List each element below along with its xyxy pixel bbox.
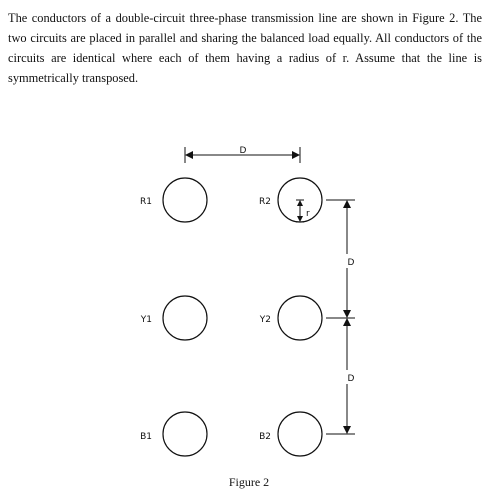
conductor-y1 (163, 296, 207, 340)
circuit-1 (140, 178, 207, 456)
circuit-2 (259, 178, 322, 456)
conductor-label-b2: B2 (259, 432, 271, 442)
vertical-dimension (326, 200, 359, 434)
conductor-label-b1: B1 (140, 432, 152, 442)
radius-label: r (306, 209, 310, 219)
conductor-b1 (163, 412, 207, 456)
conductor-b2 (278, 412, 322, 456)
vertical-spacing-label-upper: D (347, 258, 355, 268)
figure-caption: Figure 2 (228, 475, 270, 489)
horizontal-spacing-label: D (239, 146, 247, 156)
vertical-spacing-label-lower: D (347, 374, 355, 384)
conductor-label-y1: Y1 (140, 315, 152, 325)
conductor-label-y2: Y2 (259, 315, 271, 325)
radius-indicator (296, 200, 310, 222)
conductor-label-r1: R1 (140, 197, 152, 207)
horizontal-dimension (185, 146, 300, 163)
conductor-y2 (278, 296, 322, 340)
conductor-label-r2: R2 (259, 197, 271, 207)
problem-line-4: symmetrically transposed. (8, 71, 139, 85)
problem-line-3: circuits are identical where each of them having a radius of r. Assume that the line is (8, 51, 482, 65)
problem-line-1: The conductors of a double-circuit three-phase transmission line are shown in Figure 2. The (8, 11, 482, 25)
problem-line-2: two circuits are placed in parallel and sharing the balanced load equally. All conductors of the (8, 31, 482, 45)
conductor-r1 (163, 178, 207, 222)
